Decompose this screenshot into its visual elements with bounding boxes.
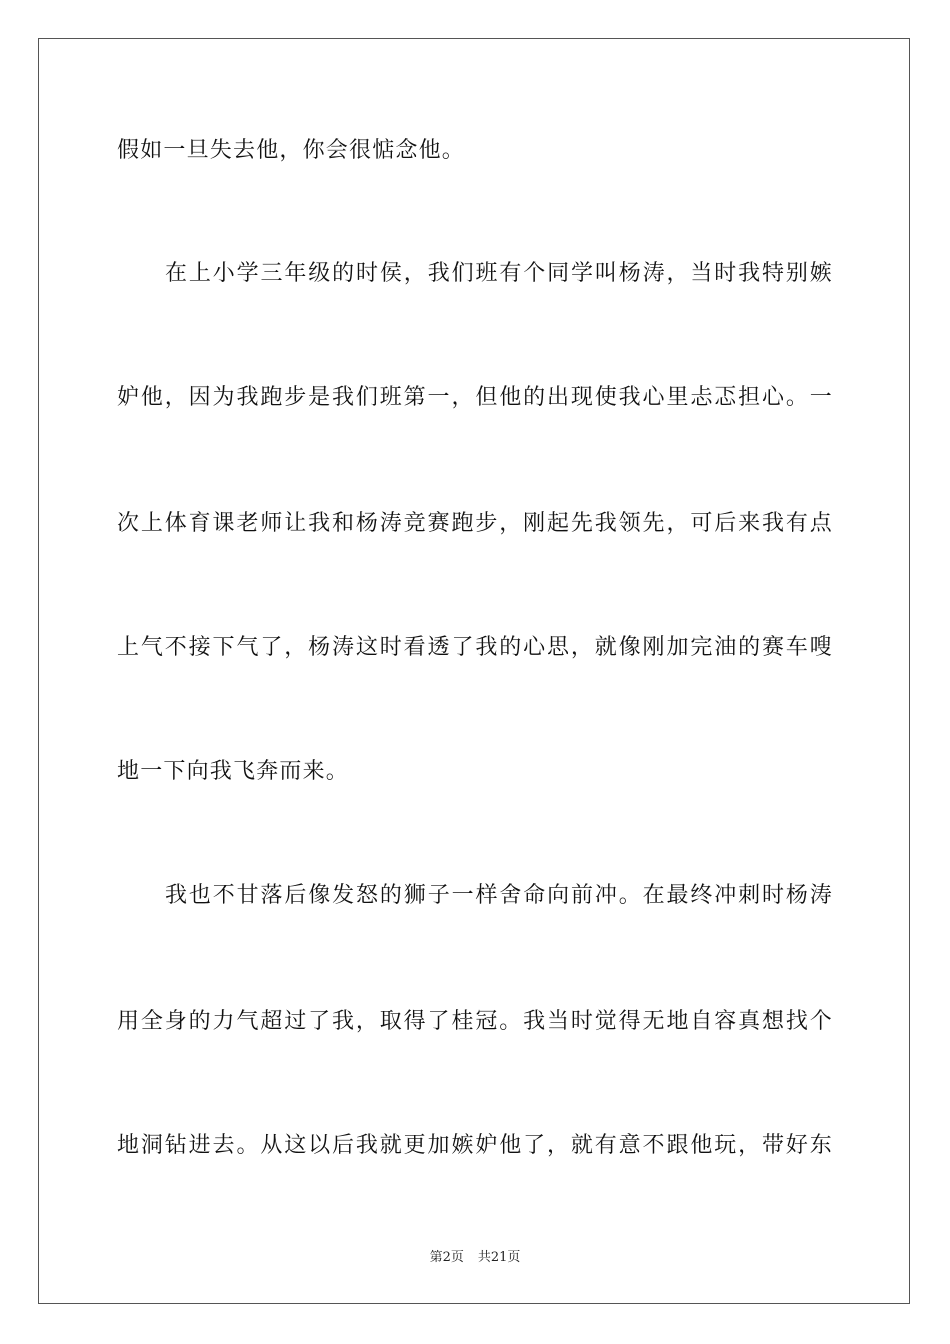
- text-line: 用全身的力气超过了我，取得了桂冠。我当时觉得无地自容真想找个: [117, 1009, 833, 1034]
- page-border: [38, 38, 910, 1304]
- text-line: 妒他，因为我跑步是我们班第一，但他的出现使我心里忐忑担心。一: [117, 385, 833, 410]
- text-line: 次上体育课老师让我和杨涛竞赛跑步，刚起先我领先，可后来我有点: [117, 511, 833, 536]
- text-line: 地一下向我飞奔而来。: [117, 759, 350, 784]
- text-line: 上气不接下气了，杨涛这时看透了我的心思，就像刚加完油的赛车嗖: [117, 635, 833, 660]
- text-line: 假如一旦失去他，你会很惦念他。: [117, 138, 466, 163]
- text-line: 我也不甘落后像发怒的狮子一样舍命向前冲。在最终冲刺时杨涛: [165, 883, 833, 908]
- page-number: 第2页: [429, 1250, 464, 1265]
- text-line: 地洞钻进去。从这以后我就更加嫉妒他了，就有意不跟他玩，带好东: [117, 1133, 833, 1158]
- page-footer: [0, 1246, 950, 1265]
- page-total: 共21页: [477, 1250, 521, 1265]
- text-line: 在上小学三年级的时侯，我们班有个同学叫杨涛，当时我特别嫉: [165, 261, 833, 286]
